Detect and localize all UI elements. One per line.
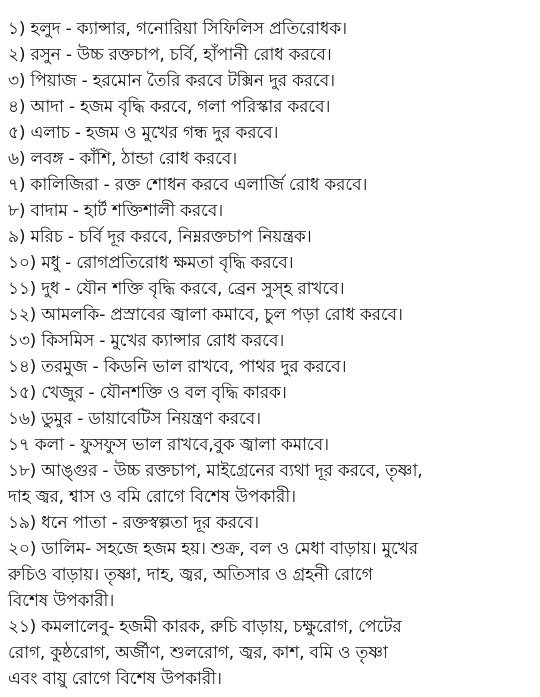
list-item-text: রুচিও বাড়ায়। তৃষ্ণা, দাহ, জ্বর, অতিসার ও গ্রহনী রোগে <box>8 565 373 585</box>
list-item-text: ৩) পিয়াজ - হরমোন তৈরি করবে টক্সিন দুর করবে। <box>8 71 335 91</box>
list-item <box>8 68 534 94</box>
list-item <box>8 120 534 146</box>
list-item-text: ১২) আমলকি- প্রস্রাবের জ্বালা কমাবে, চুল পড়া রোধ করবে। <box>8 305 403 325</box>
page-bottom-edge <box>0 691 540 697</box>
list-item-text: ১৯) ধনে পাতা - রক্তস্বল্পতা দূর করবে। <box>8 513 259 533</box>
list-item <box>8 406 534 432</box>
list-item <box>8 380 534 406</box>
list-item-text: ৭) কালিজিরা - রক্ত শোধন করবে এলার্জি রোধ করবে। <box>8 175 368 195</box>
list-item-text: ২১) কমলালেবু- হজমী কারক, রুচি বাড়ায়, চক্ষুরোগ, পেটের <box>8 617 402 637</box>
list-item-text: ১৮) আঙ্গুর - উচ্চ রক্তচাপ, মাইগ্রেনের ব্যথা দূর করবে, তৃষ্ণা, <box>8 461 423 481</box>
list-item <box>8 172 534 198</box>
list-item <box>8 354 534 380</box>
list-item <box>8 510 534 536</box>
list-item-text: রোগ, কুষ্ঠরোগ, অর্জীণ, শুলরোগ, জ্বর, কাশ, বমি ও তৃষ্ণা <box>8 643 388 663</box>
list-item-text: ৯) মরিচ - চর্বি দূর করবে, নিম্নরক্তচাপ নিয়ন্ত্রক। <box>8 227 312 247</box>
list-item <box>8 458 534 510</box>
remedy-list <box>8 16 534 692</box>
list-item-text: ৪) আদা - হজম বৃদ্ধি করবে, গলা পরিস্কার করবে। <box>8 97 331 117</box>
list-item-text: ১৬) ডুমুর - ডায়াবেটিস নিয়ন্ত্রণ করবে। <box>8 409 261 429</box>
list-item-text: ১৭ কলা - ফুসফুস ভাল রাখবে,বুক জ্বালা কমাবে। <box>8 435 329 455</box>
list-item-text: ১৩) কিসমিস - মুখের ক্যান্সার রোধ করবে। <box>8 331 285 351</box>
list-item-text: ৫) এলাচ - হজম ও মুখের গন্ধ দুর করবে। <box>8 123 279 143</box>
list-item-text: এবং বায়ু রোগে বিশেষ উপকারী। <box>8 669 222 689</box>
list-item <box>8 432 534 458</box>
list-item <box>8 198 534 224</box>
list-item-text: ২) রসুন - উচ্চ রক্তচাপ, চর্বি, হাঁপানী রোধ করবে। <box>8 45 332 65</box>
list-item <box>8 614 534 692</box>
list-item <box>8 536 534 614</box>
list-item-text: ৮) বাদাম - হার্ট শক্তিশালী করবে। <box>8 201 224 221</box>
list-item <box>8 16 534 42</box>
list-item-text: ১১) দুধ - যৌন শক্তি বৃদ্ধি করবে, ব্রেন সুস্হ রাখবে। <box>8 279 345 299</box>
list-item-text: ১৪) তরমুজ - কিডনি ভাল রাখবে, পাথর দুর করবে। <box>8 357 347 377</box>
list-item-text: দাহ জ্বর, শ্বাস ও বমি রোগে বিশেষ উপকারী। <box>8 487 296 507</box>
list-item <box>8 276 534 302</box>
list-item <box>8 94 534 120</box>
list-item-text: ১৫) খেজুর - যৌনশক্তি ও বল বৃদ্ধি কারক। <box>8 383 287 403</box>
list-item-text: বিশেষ উপকারী। <box>8 591 115 611</box>
list-item <box>8 146 534 172</box>
list-item-text: ৬) লবঙ্গ - কাঁশি, ঠান্ডা রোধ করবে। <box>8 149 238 169</box>
list-item-text: ১০) মধু - রোগপ্রতিরোধ ক্ষমতা বৃদ্ধি করবে। <box>8 253 294 273</box>
list-item <box>8 328 534 354</box>
list-item <box>8 250 534 276</box>
list-item-text: ২০) ডালিম- সহজে হজম হয়। শুক্র, বল ও মেধা বাড়ায়। মুখের <box>8 539 418 559</box>
list-item <box>8 224 534 250</box>
list-item <box>8 302 534 328</box>
list-item-text: ১) হলুদ - ক্যান্সার, গনোরিয়া সিফিলিস প্রতিরোধক। <box>8 19 347 39</box>
list-item <box>8 42 534 68</box>
